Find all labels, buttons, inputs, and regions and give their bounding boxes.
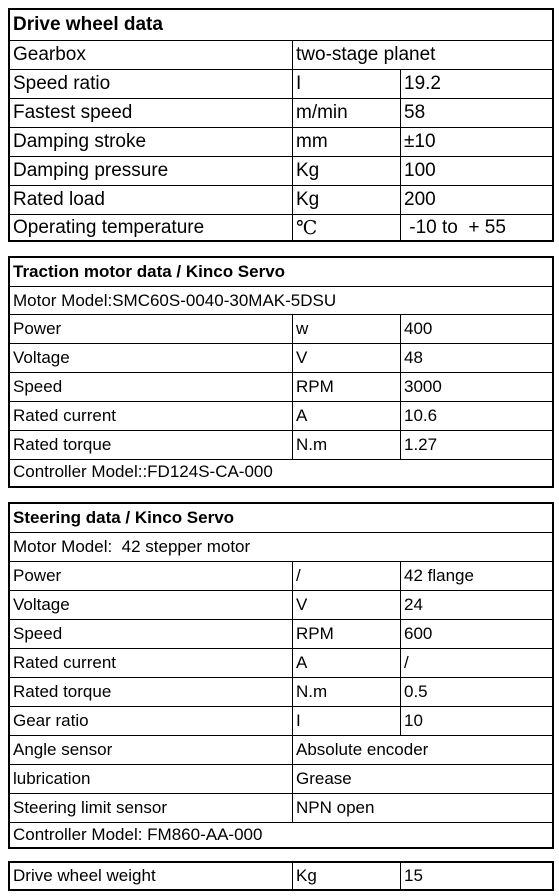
row-value: 48 <box>400 344 552 372</box>
steering-speed-row <box>10 619 552 648</box>
row-label: Steering limit sensor <box>13 798 168 817</box>
row-value: ±10 <box>400 128 552 156</box>
row-unit: RPM <box>292 373 400 401</box>
steering-limit-sensor-row <box>10 793 552 822</box>
row-value: 24 <box>400 591 552 619</box>
row-unit: V <box>292 344 400 372</box>
row-unit: Kg <box>292 863 400 889</box>
steering-title-row <box>10 504 552 532</box>
row-unit: Kg <box>292 157 400 185</box>
row-label: Rated load <box>13 189 105 210</box>
row-value: -10 to + 55 <box>400 215 552 240</box>
row-value: / <box>400 649 552 677</box>
gearbox-row <box>10 40 552 69</box>
row-label: Damping stroke <box>13 131 147 152</box>
row-label: Power <box>13 319 62 338</box>
row-value: two-stage planet <box>292 41 552 69</box>
traction-motor-table <box>8 256 554 488</box>
row-label: Voltage <box>13 595 70 614</box>
steering-angle-sensor-row <box>10 735 552 764</box>
row-label: Drive wheel weight <box>13 866 156 885</box>
fastest-speed-row <box>10 98 552 127</box>
drive-wheel-title: Drive wheel data <box>13 14 163 35</box>
steering-model-row <box>10 532 552 561</box>
row-label: Gear ratio <box>13 711 89 730</box>
row-unit: m/min <box>292 99 400 127</box>
row-label: Gearbox <box>13 44 86 65</box>
row-unit: ℃ <box>292 215 400 240</box>
steering-controller-model: Controller Model: FM860-AA-000 <box>13 824 263 844</box>
row-unit: A <box>292 649 400 677</box>
traction-title-row <box>10 258 552 286</box>
traction-title: Traction motor data / Kinco Servo <box>13 262 286 281</box>
row-value: 42 flange <box>400 562 552 590</box>
steering-voltage-row <box>10 590 552 619</box>
steering-rated-current-row <box>10 648 552 677</box>
steering-title: Steering data / Kinco Servo <box>13 508 235 527</box>
traction-model-row <box>10 286 552 314</box>
row-value: 15 <box>400 863 552 889</box>
row-unit: V <box>292 591 400 619</box>
row-value: Grease <box>292 765 552 793</box>
row-unit: w <box>292 315 400 343</box>
row-value: 10.6 <box>400 402 552 430</box>
drive-weight-table <box>8 861 554 891</box>
row-value: NPN open <box>292 794 552 822</box>
row-unit: RPM <box>292 620 400 648</box>
row-label: Speed <box>13 377 63 396</box>
traction-rated-current-row <box>10 401 552 430</box>
row-value: 400 <box>400 315 552 343</box>
row-unit: N.m <box>292 431 400 459</box>
traction-power-row <box>10 314 552 343</box>
damping-pressure-row <box>10 156 552 185</box>
row-label: Voltage <box>13 348 70 367</box>
steering-table <box>8 502 554 849</box>
drive-wheel-table <box>8 8 554 242</box>
steering-lubrication-row <box>10 764 552 793</box>
traction-controller-row <box>10 459 552 484</box>
row-label: Power <box>13 566 62 585</box>
row-label: Damping pressure <box>13 160 169 181</box>
row-value: 0.5 <box>400 678 552 706</box>
row-unit: mm <box>292 128 400 156</box>
row-unit: Kg <box>292 186 400 214</box>
row-label: Rated torque <box>13 435 112 454</box>
row-unit: A <box>292 402 400 430</box>
row-unit: N.m <box>292 678 400 706</box>
row-value: 58 <box>400 99 552 127</box>
steering-controller-row <box>10 822 552 846</box>
row-value: 200 <box>400 186 552 214</box>
steering-power-row <box>10 561 552 590</box>
row-label: Rated current <box>13 653 116 672</box>
row-unit: I <box>292 70 400 98</box>
traction-motor-model: Motor Model:SMC60S-0040-30MAK-5DSU <box>13 290 337 310</box>
row-value: 10 <box>400 707 552 735</box>
row-label: Fastest speed <box>13 102 133 123</box>
row-label: Speed ratio <box>13 73 111 94</box>
row-value: 3000 <box>400 373 552 401</box>
row-label: Operating temperature <box>13 216 205 238</box>
operating-temperature-row <box>10 214 552 240</box>
steering-gear-ratio-row <box>10 706 552 735</box>
traction-speed-row <box>10 372 552 401</box>
row-unit: I <box>292 707 400 735</box>
row-value: Absolute encoder <box>292 736 552 764</box>
steering-motor-model: Motor Model: 42 stepper motor <box>13 537 251 556</box>
speed-ratio-row <box>10 69 552 98</box>
row-value: 600 <box>400 620 552 648</box>
traction-voltage-row <box>10 343 552 372</box>
row-value: 19.2 <box>400 70 552 98</box>
steering-rated-torque-row <box>10 677 552 706</box>
row-value: 100 <box>400 157 552 185</box>
damping-stroke-row <box>10 127 552 156</box>
row-unit: / <box>292 562 400 590</box>
row-value: 1.27 <box>400 431 552 459</box>
rated-load-row <box>10 185 552 214</box>
row-label: Angle sensor <box>13 740 113 759</box>
traction-controller-model: Controller Model::FD124S-CA-000 <box>13 462 273 481</box>
row-label: Rated torque <box>13 682 112 701</box>
traction-rated-torque-row <box>10 430 552 459</box>
row-label: Rated current <box>13 406 116 425</box>
row-label: Speed <box>13 624 63 643</box>
row-label: lubrication <box>13 769 91 788</box>
drive-weight-row <box>10 863 552 889</box>
drive-wheel-title-row <box>10 10 552 40</box>
